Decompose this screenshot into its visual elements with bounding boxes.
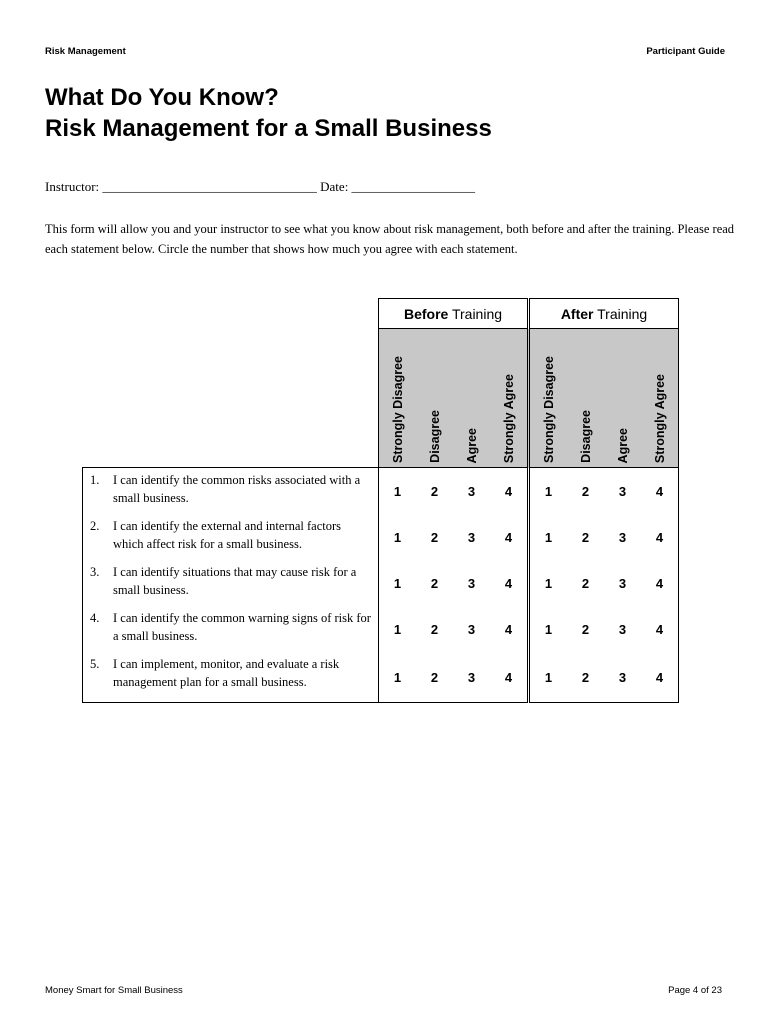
- question-number: 3.: [90, 565, 100, 579]
- instructor-date-line: Instructor: _________________________________ Date: ___________________: [45, 179, 476, 194]
- column-label: Strongly Disagree: [390, 356, 405, 463]
- after-rating-option[interactable]: 4: [641, 514, 679, 560]
- before-rating-option[interactable]: 4: [490, 606, 529, 652]
- column-label: Agree: [615, 427, 630, 463]
- before-rating-option[interactable]: 3: [453, 652, 490, 703]
- self-assessment-table: [82, 298, 679, 703]
- question-cell: [83, 514, 379, 560]
- after-rating-option[interactable]: 4: [641, 560, 679, 606]
- question-number: 1.: [90, 473, 100, 487]
- question-number: 4.: [90, 611, 100, 625]
- before-rating-option[interactable]: 1: [379, 468, 417, 515]
- after-rating-option[interactable]: 1: [544, 529, 553, 545]
- before-rating-option[interactable]: 4: [490, 468, 529, 515]
- after-rating-option[interactable]: 1: [529, 652, 568, 703]
- after-rating-option[interactable]: 2: [567, 468, 604, 515]
- table-row: [83, 560, 679, 606]
- question-text: I can identify the common warning signs of risk for a small business.: [113, 611, 371, 643]
- before-rating-option[interactable]: 3: [467, 575, 476, 591]
- after-rating-option[interactable]: 2: [581, 575, 590, 591]
- after-rating-option[interactable]: 2: [567, 652, 604, 703]
- running-header-title: Risk Management: [45, 46, 126, 57]
- before-rating-option[interactable]: 2: [430, 575, 439, 591]
- after-disagree-header: [567, 329, 604, 468]
- after-rating-option[interactable]: 2: [581, 621, 590, 637]
- footer-program-name: Money Smart for Small Business: [45, 985, 183, 996]
- question-number: 2.: [90, 519, 100, 533]
- table-corner: [83, 299, 379, 329]
- before-label-bold: Before: [403, 305, 449, 322]
- before-rating-option[interactable]: 4: [490, 652, 529, 703]
- after-strongly-agree-header: [641, 329, 679, 468]
- column-label: Disagree: [578, 410, 593, 463]
- column-label: Agree: [464, 427, 479, 463]
- question-cell: [83, 652, 379, 703]
- before-label-rest: Training: [448, 305, 503, 322]
- column-label: Strongly Disagree: [541, 356, 556, 463]
- before-rating-option[interactable]: 4: [490, 514, 529, 560]
- footer-page-number: Page 4 of 23: [668, 985, 722, 996]
- before-strongly-agree-header: [490, 329, 529, 468]
- after-rating-option[interactable]: 3: [618, 575, 627, 591]
- after-rating-option[interactable]: 3: [618, 621, 627, 637]
- question-cell: [83, 606, 379, 652]
- question-number: 5.: [90, 657, 100, 671]
- before-rating-option[interactable]: 3: [467, 621, 476, 637]
- after-agree-header: [604, 329, 641, 468]
- after-training-header: [529, 299, 679, 329]
- after-rating-option[interactable]: 4: [641, 606, 679, 652]
- question-cell: [83, 560, 379, 606]
- table-row: [83, 514, 679, 560]
- title-line-2: Risk Management for a Small Business: [45, 115, 492, 142]
- before-strongly-disagree-header: [379, 329, 417, 468]
- question-text: I can identify situations that may cause risk for a small business.: [113, 565, 357, 597]
- question-cell: [83, 468, 379, 515]
- before-training-header: [379, 299, 529, 329]
- after-rating-option[interactable]: 3: [604, 652, 641, 703]
- before-rating-option[interactable]: 3: [467, 529, 476, 545]
- table-row: [83, 606, 679, 652]
- question-text: I can identify the common risks associated with a small business.: [113, 473, 361, 505]
- before-rating-option[interactable]: 2: [416, 652, 453, 703]
- column-label: Disagree: [427, 410, 442, 463]
- question-text: I can implement, monitor, and evaluate a risk management plan for a small business.: [113, 657, 340, 689]
- before-rating-option[interactable]: 4: [490, 560, 529, 606]
- after-rating-option[interactable]: 3: [604, 468, 641, 515]
- before-disagree-header: [416, 329, 453, 468]
- after-label-rest: Training: [593, 305, 648, 322]
- after-rating-option[interactable]: 2: [581, 529, 590, 545]
- after-label-bold: After: [560, 305, 594, 322]
- column-label: Strongly Agree: [652, 373, 667, 463]
- table-row: [83, 652, 679, 703]
- before-rating-option[interactable]: 3: [453, 468, 490, 515]
- before-rating-option[interactable]: 2: [430, 529, 439, 545]
- after-rating-option[interactable]: 1: [544, 621, 553, 637]
- after-rating-option[interactable]: 3: [618, 529, 627, 545]
- after-rating-option[interactable]: 1: [544, 575, 553, 591]
- before-rating-option[interactable]: 2: [416, 468, 453, 515]
- table-row: [83, 468, 679, 515]
- before-rating-option[interactable]: 1: [379, 652, 417, 703]
- after-rating-option[interactable]: 4: [641, 652, 679, 703]
- after-rating-option[interactable]: 4: [641, 468, 679, 515]
- title-line-1: What Do You Know?: [45, 84, 279, 111]
- before-rating-option[interactable]: 2: [430, 621, 439, 637]
- question-text: I can identify the external and internal factors which affect risk for a small business.: [113, 519, 342, 551]
- column-label: Strongly Agree: [501, 373, 516, 463]
- before-rating-option[interactable]: 1: [393, 621, 402, 637]
- before-agree-header: [453, 329, 490, 468]
- after-rating-option[interactable]: 1: [529, 468, 568, 515]
- page-title: [45, 82, 492, 144]
- before-rating-option[interactable]: 1: [393, 575, 402, 591]
- intro-paragraph: This form will allow you and your instructor to see what you know about risk management, both before and after the training. Please read each statement below. Circle the number that shows how much you agree with each statement.: [45, 222, 735, 256]
- before-rating-option[interactable]: 1: [393, 529, 402, 545]
- table-corner-lower: [83, 329, 379, 468]
- running-header-guide: Participant Guide: [646, 46, 725, 57]
- after-strongly-disagree-header: [529, 329, 568, 468]
